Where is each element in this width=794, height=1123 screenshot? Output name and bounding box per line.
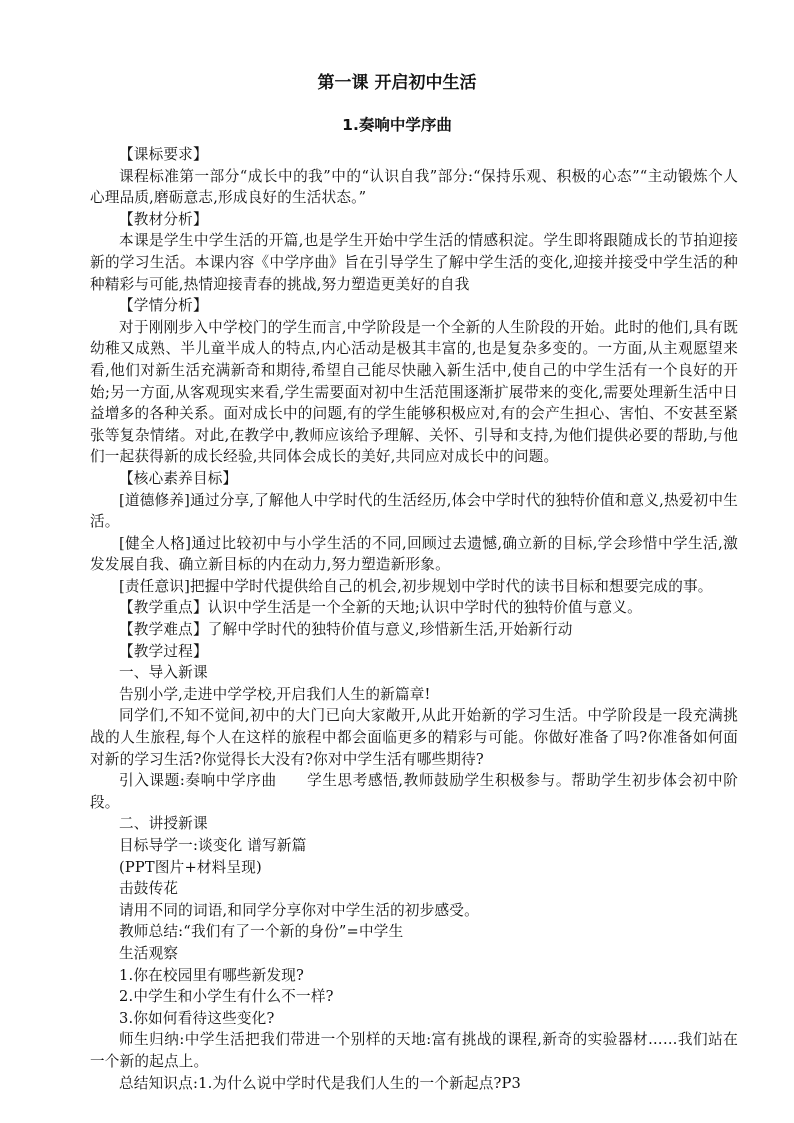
paragraph: 击鼓传花 (119, 880, 179, 898)
paragraph: 告别小学,走进中学学校,开启我们人生的新篇章! (119, 685, 431, 703)
list-item: 1.你在校园里有哪些新发现? (119, 966, 305, 984)
paragraph: 目标导学一:谈变化 谱写新篇 (119, 837, 307, 854)
paragraph: 课程标准第一部分“成长中的我”中的“认识自我”部分:“保持乐观、积极的心态”“主动锻炼个人心理品质,磨砺意志,形成良好的生活状态。” (90, 167, 738, 207)
teaching-difficulties: 【教学难点】了解中学时代的独特价值与意义,珍惜新生活,开始新行动 (119, 621, 573, 639)
teaching-key-points: 【教学重点】认识中学生活是一个全新的天地;认识中学时代的独特价值与意义。 (119, 599, 642, 617)
paragraph: 教师总结:“我们有了一个新的身份”=中学生 (119, 923, 404, 941)
paragraph: 师生归纳:中学生活把我们带进一个别样的天地:富有挑战的课程,新奇的实验器材……我们站在一个新的起点上。 (90, 1031, 738, 1070)
heading-intro: 一、导入新课 (119, 664, 208, 682)
heading-student-analysis: 【学情分析】 (119, 297, 208, 315)
heading-curriculum-standard: 【课标要求】 (119, 146, 208, 163)
list-item: 3.你如何看待这些变化? (119, 1009, 275, 1027)
paragraph: [责任意识]把握中学时代提供给自己的机会,初步规划中学时代的读书目标和想要完成的事。 (119, 577, 713, 595)
paragraph: (PPT图片+材料呈现) (119, 858, 262, 876)
heading-textbook-analysis: 【教材分析】 (119, 210, 208, 228)
paragraph-intro-topic (90, 770, 738, 813)
heading-teaching-process: 【教学过程】 (119, 642, 208, 660)
heading-core-literacy-goals: 【核心素养目标】 (119, 469, 238, 487)
intro-topic-tail: 学生思考感悟,教师鼓励学生积极参与。帮助学生初步体会初中阶段。 (90, 772, 738, 811)
paragraph: 请用不同的词语,和同学分享你对中学生活的初步感受。 (119, 901, 479, 919)
paragraph: [健全人格]通过比较初中与小学生活的不同,回顾过去遗憾,确立新的目标,学会珍惜中学生活,激发发展自我、确立新目标的内在动力,努力塑造新形象。 (90, 534, 738, 574)
paragraph: 本课是学生中学生活的开篇,也是学生开始中学生活的情感积淀。学生即将跟随成长的节拍迎接新的学习生活。本课内容《中学序曲》旨在引导学生了解中学生活的变化,迎接并接受中学生活的种种精彩与可能,热情迎接青春的挑战,努力塑造更美好的自我 (90, 232, 738, 293)
heading-new-lesson: 二、讲授新课 (119, 815, 208, 833)
paragraph: 对于刚刚步入中学校门的学生而言,中学阶段是一个全新的人生阶段的开始。此时的他们,具有既幼稚又成熟、半儿童半成人的特点,内心活动是极其丰富的,也是复杂多变的。一方面,从主观愿望来看,他们对新生活充满新奇和期待,希望自己能尽快融入新生活中,使自己的中学生活有一个良好的开始;另一方面,从客观现实来看,学生需要面对初中生活范围逐渐扩展带来的变化,需要处理新生活中日益增多的各种关系。面对成长中的问题,有的学生能够积极应对,有的会产生担心、害怕、不安甚至紧张等复杂情绪。对此,在教学中,教师应该给予理解、关怀、引导和支持,为他们提供必要的帮助,与他们一起获得新的成长经验,共同体会成长的美好,共同应对成长中的问题。 (90, 318, 738, 466)
intro-topic-label: 引入课题:奏响中学序曲 (119, 772, 277, 790)
section-title: 1.奏响中学序曲 (342, 116, 452, 134)
lesson-title: 第一课 开启初中生活 (317, 73, 477, 93)
document-body (90, 144, 738, 1094)
paragraph: 生活观察 (119, 944, 179, 962)
paragraph: [道德修养]通过分享,了解他人中学时代的生活经历,体会中学时代的独特价值和意义,热爱初中生活。 (90, 491, 738, 531)
paragraph: 同学们,不知不觉间,初中的大门已向大家敞开,从此开始新的学习生活。中学阶段是一段充满挑战的人生旅程,每个人在这样的旅程中都会面临更多的精彩与可能。你做好准备了吗?你准备如何面对新的学习生活?你觉得长大没有?你对中学生活有哪些期待? (90, 707, 738, 768)
list-item: 2.中学生和小学生有什么不一样? (119, 988, 334, 1006)
paragraph: 总结知识点:1.为什么说中学时代是我们人生的一个新起点?P3 (119, 1074, 522, 1092)
